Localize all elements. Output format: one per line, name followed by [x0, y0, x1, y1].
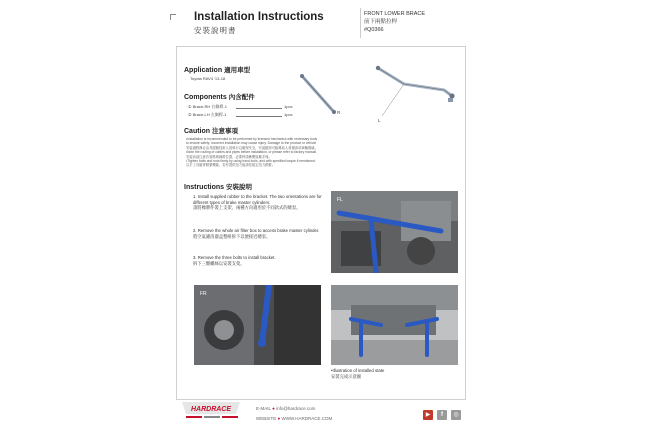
photo-region — [401, 201, 451, 241]
step-text: 3. Remove the three bolts to install bracket. — [193, 255, 276, 260]
step-2 — [193, 228, 323, 239]
photo-region — [407, 237, 435, 265]
brace-l-end — [449, 93, 454, 98]
photo-label-fr: FR — [200, 291, 207, 297]
instructions-heading-en: Instructions — [184, 184, 225, 191]
hardrace-logo — [180, 400, 244, 422]
component-item-1 — [188, 104, 227, 110]
component-qty-2: 1pcs — [284, 112, 293, 117]
caution-line: 安裝過程務必由具經驗技術人員執行以確保安全，安裝錯誤可能導致人員傷害或車輛損壞。 — [186, 145, 318, 150]
facebook-icon[interactable]: f — [437, 410, 447, 420]
logo-stripe — [204, 416, 220, 418]
caution-heading — [184, 126, 238, 135]
install-photo-2 — [194, 285, 321, 365]
components-heading-en: Components — [184, 94, 227, 101]
page-title: Installation Instructions — [194, 11, 324, 23]
photo-region — [214, 320, 234, 340]
bullet: ● — [277, 416, 281, 421]
brace-r-end — [300, 74, 304, 78]
email-label: E-MAIL — [256, 406, 271, 411]
logo-text: HARDRACE — [190, 406, 232, 413]
step-1 — [193, 194, 323, 211]
brace-l-edge — [378, 68, 452, 96]
caution-line: to ensure safety. Incorrect installation may cause injury. Damage to the product or vehicle — [186, 141, 317, 146]
application-heading-en: Application — [184, 67, 223, 74]
caution-line: 安裝前請注意各管路與線路位置，必要時請參閱原廠手冊。 — [186, 154, 272, 159]
installed-caption — [331, 368, 384, 379]
step-text-cn: 將空氣濾清器盒整組拆下以便接近總泵。 — [193, 233, 271, 239]
brace-l-bracket — [448, 98, 453, 102]
installed-caption-cn: 安裝完成示意圖 — [331, 373, 362, 379]
install-photo-1 — [331, 191, 458, 273]
bullet: ● — [272, 406, 275, 411]
brace-r-edge — [302, 76, 334, 112]
footer-website — [256, 416, 332, 421]
step-3 — [193, 255, 323, 266]
caution-heading-cn: 注意事項 — [212, 128, 239, 135]
label-r: R — [337, 110, 341, 115]
label-l: L — [378, 118, 381, 123]
instagram-icon[interactable]: ◎ — [451, 410, 461, 420]
corner-mark — [170, 14, 176, 20]
component-qty-1: 1pcs — [284, 104, 293, 109]
website-label: WEBSITE — [256, 416, 277, 421]
instructions-heading-cn: 安裝說明 — [226, 184, 253, 191]
caution-line: •Note the routing of cables and pipes before installation, or please refer to factory manual. — [186, 150, 317, 155]
photo-region — [331, 340, 458, 365]
instructions-heading — [184, 182, 252, 191]
email-link[interactable]: info@hardrace.com — [276, 406, 316, 411]
brace-l-end — [376, 66, 380, 70]
component-label: ① Brace-RH 右側桿-1 — [188, 104, 227, 109]
website-link[interactable]: WWW.HARDRACE.COM — [281, 416, 333, 421]
youtube-icon[interactable]: ▶ — [423, 410, 433, 420]
product-info — [364, 10, 425, 34]
caution-line: •Installation is recommended to be performed by licensed mechanics with necessary tools — [186, 137, 318, 141]
caution-line: 以手工具確實鎖緊螺絲，若有提供扭力值請依規定扭力鎖緊。 — [186, 163, 276, 168]
application-heading — [184, 65, 250, 74]
logo-stripe — [222, 416, 238, 418]
components-heading — [184, 92, 255, 101]
step-text: 1. Install supplied rubber to the bracket. The two orientations are for different types of brake master cylinders. — [193, 194, 322, 205]
application-heading-cn: 適用車型 — [224, 67, 251, 74]
product-name-cn: 前下兩點拉桿 — [364, 19, 398, 25]
leader-line — [236, 108, 282, 109]
page-title-cn: 安裝說明書 — [194, 26, 237, 35]
caution-text — [186, 137, 456, 168]
step-text-cn: 請將橡膠件裝上支架，兩種方向適用於不同款式的總泵。 — [193, 205, 301, 211]
install-photo-3 — [331, 285, 458, 365]
step-text-cn: 拆下三顆螺絲以安裝支架。 — [193, 260, 245, 266]
photo-region — [274, 285, 321, 365]
brace-r-end — [332, 110, 336, 114]
installed-caption-en: •Illustration of installed state — [331, 368, 385, 373]
leader-line — [236, 116, 282, 117]
caution-line: •Tighten bolts and nuts firmly by using hand tools, and with specified torque if mentioned. — [186, 159, 316, 164]
caution-heading-en: Caution — [184, 128, 211, 135]
brace-l-bar — [378, 68, 452, 96]
product-name: FRONT LOWER BRACE — [364, 11, 426, 17]
part-number: #Q0366 — [364, 27, 384, 33]
brace-end-in-photo — [258, 339, 266, 347]
brace-l-leader — [382, 84, 404, 116]
component-item-2 — [188, 112, 226, 118]
photo-label-fl: FL — [337, 197, 343, 203]
header-divider — [360, 8, 361, 38]
step-text: 2. Remove the whole air filter box to access brake master cylinder. — [193, 228, 320, 233]
component-label: ② Brace-LH 左側桿-1 — [188, 112, 227, 117]
footer-email — [256, 406, 315, 411]
logo-stripe — [186, 416, 202, 418]
vehicle-text: Toyota RAV4 '13-18 — [190, 76, 226, 81]
components-heading-cn: 內含配件 — [228, 94, 255, 101]
